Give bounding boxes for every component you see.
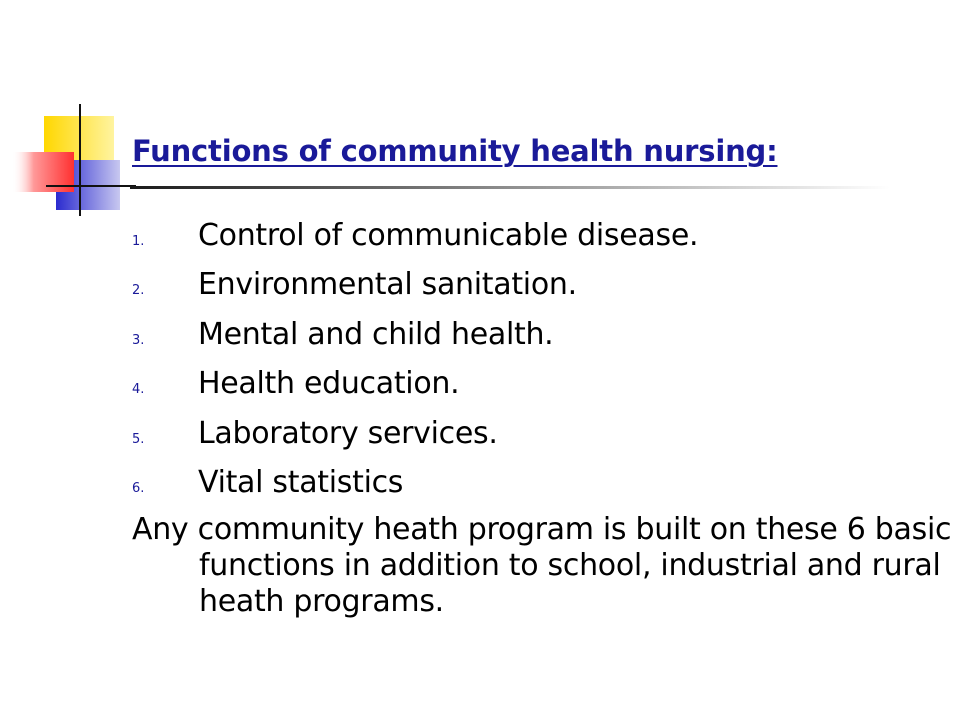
list-item [132,218,698,267]
list-item [132,465,698,514]
list-item-number: 2. [132,283,145,299]
title-divider [130,186,890,189]
list-item-text: Health education. [198,366,460,402]
list-item-number: 3. [132,332,145,348]
decorative-corner-graphic [0,0,140,230]
list-item-text: Vital statistics [198,464,404,500]
list-item-number: 6. [132,480,145,496]
list-item-text: Control of communicable disease. [198,218,699,253]
list-item-number: 5. [132,431,145,447]
functions-list [132,218,698,514]
slide-title: Functions of community health nursing: [132,134,778,168]
list-item [132,267,698,316]
list-item-text: Mental and child health. [198,316,554,352]
list-item-text: Environmental sanitation. [198,267,577,303]
list-item [132,317,698,366]
list-item [132,416,698,465]
list-item-text: Laboratory services. [198,415,498,451]
list-item [132,366,698,415]
summary-paragraph: Any community heath program is built on these 6 basic functions in addition to school, industrial and rural heath programs. [132,512,952,619]
list-item-number: 1. [132,234,145,249]
list-item-number: 4. [132,382,145,398]
